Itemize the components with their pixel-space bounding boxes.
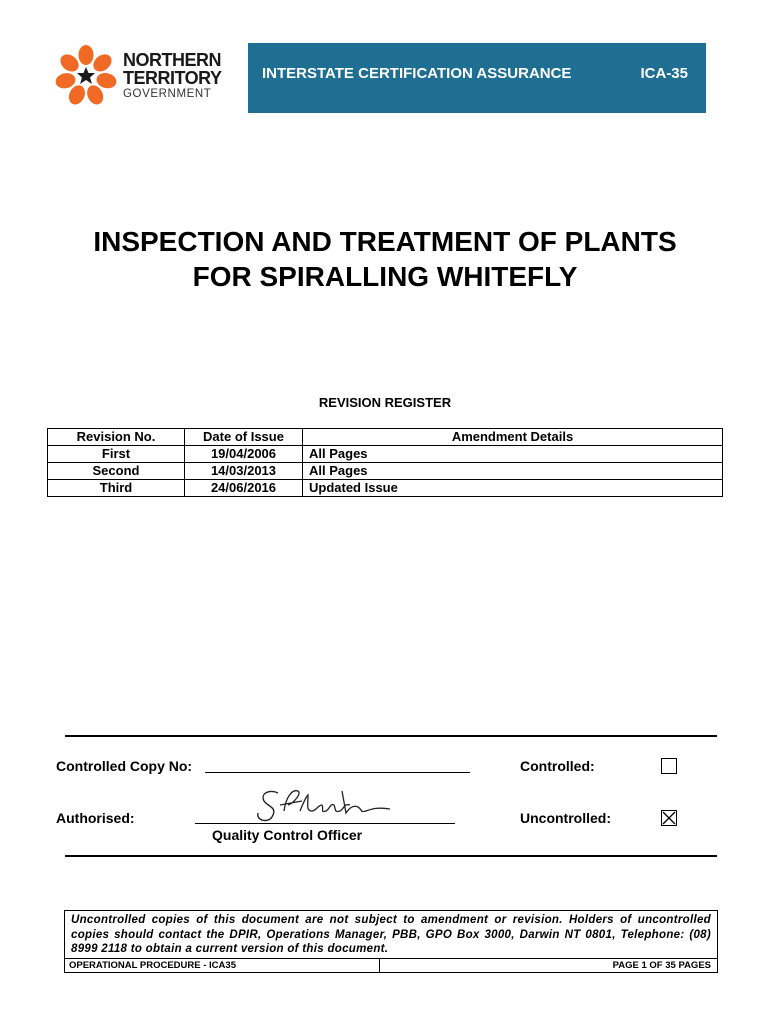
amendment-details: All Pages	[303, 446, 723, 463]
revision-no: First	[48, 446, 185, 463]
document-title	[30, 224, 740, 294]
banner-title: INTERSTATE CERTIFICATION ASSURANCE	[262, 65, 572, 82]
revision-no: Second	[48, 463, 185, 480]
col-header-date: Date of Issue	[185, 429, 303, 446]
divider-bottom	[65, 855, 717, 857]
title-line-2: FOR SPIRALLING WHITEFLY	[192, 261, 578, 292]
footer-page-number: PAGE 1 OF 35 PAGES	[612, 959, 711, 971]
quality-control-officer-label: Quality Control Officer	[212, 827, 363, 843]
footer-note: Uncontrolled copies of this document are not subject to amendment or revision. Holders of uncontrolled copies should contact the DPIR, Operations Manager, PBB, GPO Box 3000, Darwin NT 0801, Telephone: (08) 8999 2118 to obtain a current version of this document.	[71, 914, 711, 955]
header-banner	[248, 43, 706, 113]
uncontrolled-checkbox[interactable]	[661, 810, 677, 826]
title-line-1: INSPECTION AND TREATMENT OF PLANTS	[93, 226, 677, 257]
table-row	[48, 463, 723, 480]
table-row	[48, 446, 723, 463]
controlled-copy-label: Controlled Copy No:	[56, 758, 193, 774]
col-header-amendment: Amendment Details	[303, 429, 723, 446]
revision-no: Third	[48, 480, 185, 497]
logo-text-line1: NORTHERN	[123, 50, 221, 70]
amendment-details: Updated Issue	[303, 480, 723, 497]
date-of-issue: 24/06/2016	[185, 480, 303, 497]
authorised-line	[195, 823, 455, 824]
revision-register-title: REVISION REGISTER	[318, 395, 452, 410]
signature	[250, 783, 400, 828]
banner-code: ICA-35	[640, 65, 688, 82]
date-of-issue: 14/03/2013	[185, 463, 303, 480]
logo-text-line3: GOVERNMENT	[123, 88, 212, 100]
amendment-details: All Pages	[303, 463, 723, 480]
authorised-label: Authorised:	[56, 810, 135, 826]
logo-text-line2: TERRITORY	[123, 68, 222, 88]
footer-bar	[65, 958, 717, 972]
controlled-copy-line	[205, 772, 470, 773]
checkbox-x-icon	[662, 811, 676, 825]
col-header-revision: Revision No.	[48, 429, 185, 446]
date-of-issue: 19/04/2006	[185, 446, 303, 463]
revision-table	[47, 428, 723, 497]
table-header-row	[48, 429, 723, 446]
uncontrolled-label: Uncontrolled:	[520, 810, 611, 826]
footer-box	[64, 910, 718, 973]
table-row	[48, 480, 723, 497]
divider-top	[65, 735, 717, 737]
controlled-label: Controlled:	[520, 758, 595, 774]
footer-procedure: OPERATIONAL PROCEDURE - ICA35	[65, 959, 380, 972]
controlled-checkbox[interactable]	[661, 758, 677, 774]
